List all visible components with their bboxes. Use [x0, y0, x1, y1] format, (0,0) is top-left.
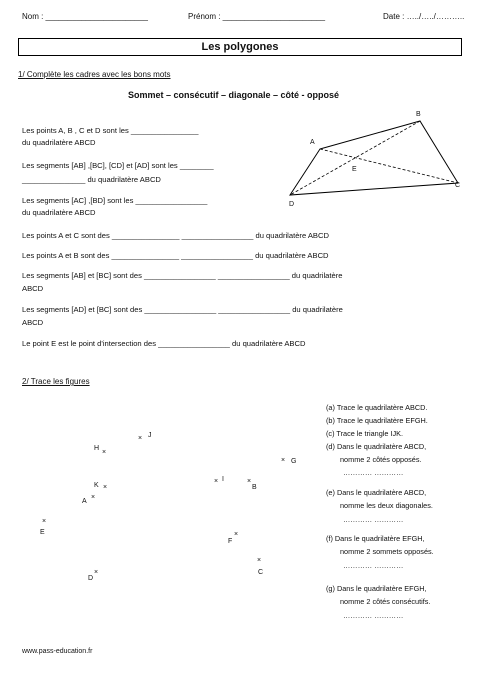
point-label-i: I [222, 476, 224, 483]
exercise-line: Les points A et B sont des ________________ _________________ du quadrilatère ABCD [22, 251, 329, 260]
page-title: Les polygones [18, 38, 462, 56]
exercise-line: Les points A, B , C et D sont les ________________ [22, 126, 199, 135]
answer-dots-d: ………… ………… [343, 468, 404, 477]
instruction-g: (g) Dans le quadrilatère EFGH, [326, 584, 427, 593]
instruction-e: (e) Dans le quadrilatère ABCD, [326, 488, 427, 497]
point-label-a: A [82, 498, 87, 505]
point-label-e: E [40, 529, 45, 536]
answer-dots-e: ………… ………… [343, 515, 404, 524]
point-mark-i: × [214, 478, 219, 485]
exercise-line: du quadrilatère ABCD [22, 208, 96, 217]
point-mark-h: × [102, 449, 107, 456]
date-field: Date : …../…../……….. [383, 12, 465, 21]
point-mark-b: × [247, 478, 252, 485]
exercise-line: _______________ du quadrilatère ABCD [22, 175, 161, 184]
instruction-f: (f) Dans le quadrilatère EFGH, [326, 534, 425, 543]
point-label-f: F [228, 538, 233, 545]
exercise-line: ABCD [22, 284, 44, 293]
point-mark-c: × [257, 557, 262, 564]
point-mark-a: × [91, 494, 96, 501]
point-label-c: C [258, 569, 264, 576]
instruction-f-cont: nomme 2 sommets opposés. [340, 547, 434, 556]
exercise-line: Les segments [AB] et [BC] sont des _________________ _________________ du quadrilatère [22, 271, 343, 280]
answer-dots-g: ………… ………… [343, 611, 404, 620]
instruction-e-cont: nomme les deux diagonales. [340, 501, 433, 510]
point-label-b: B [252, 484, 257, 491]
instruction-a: (a) Trace le quadrilatère ABCD. [326, 403, 428, 412]
nom-field: Nom : _______________________ [22, 12, 148, 21]
point-mark-d: × [94, 569, 99, 576]
answer-dots-f: ………… ………… [343, 561, 404, 570]
exercise-line: ABCD [22, 318, 44, 327]
footer-url: www.pass-education.fr [22, 648, 93, 655]
point-label-j: J [148, 432, 152, 439]
exercise-line: du quadrilatère ABCD [22, 138, 96, 147]
exercise-line: Le point E est le point d'intersection des _________________ du quadrilatère ABCD [22, 339, 306, 348]
instruction-d-cont: nomme 2 côtés opposés. [340, 455, 422, 464]
point-mark-e: × [42, 518, 47, 525]
instruction-d: (d) Dans le quadrilatère ABCD, [326, 442, 427, 451]
exercise-line: Les segments [AB] ,[BC], [CD] et [AD] sont les ________ [22, 161, 214, 170]
figure-label-d: D [289, 201, 295, 208]
point-mark-f: × [234, 531, 239, 538]
point-label-h: H [94, 445, 100, 452]
point-mark-g: × [281, 457, 286, 464]
section1-heading: 1/ Complète les cadres avec les bons mots [18, 70, 171, 79]
instruction-g-cont: nomme 2 côtés consécutifs. [340, 597, 431, 606]
quadrilateral-figure [280, 105, 470, 215]
figure-label-a: A [310, 139, 315, 146]
figure-label-e: E [352, 166, 357, 173]
figure-label-c: C [455, 182, 461, 189]
point-mark-j: × [138, 435, 143, 442]
point-label-k: K [94, 482, 99, 489]
point-mark-k: × [103, 484, 108, 491]
point-label-g: G [291, 458, 297, 465]
instruction-b: (b) Trace le quadrilatère EFGH. [326, 416, 428, 425]
prenom-field: Prénom : _______________________ [188, 12, 326, 21]
figure-label-b: B [416, 111, 421, 118]
instruction-c: (c) Trace le triangle IJK. [326, 429, 404, 438]
section2-heading: 2/ Trace les figures [22, 377, 90, 386]
exercise-line: Les segments [AD] et [BC] sont des _________________ _________________ du quadrilatère [22, 305, 343, 314]
word-bank: Sommet – consécutif – diagonale – côté - opposé [128, 90, 340, 100]
exercise-line: Les segments [AC] ,[BD] sont les _________________ [22, 196, 208, 205]
point-label-d: D [88, 575, 94, 582]
exercise-line: Les points A et C sont des ________________ _________________ du quadrilatère ABCD [22, 231, 329, 240]
